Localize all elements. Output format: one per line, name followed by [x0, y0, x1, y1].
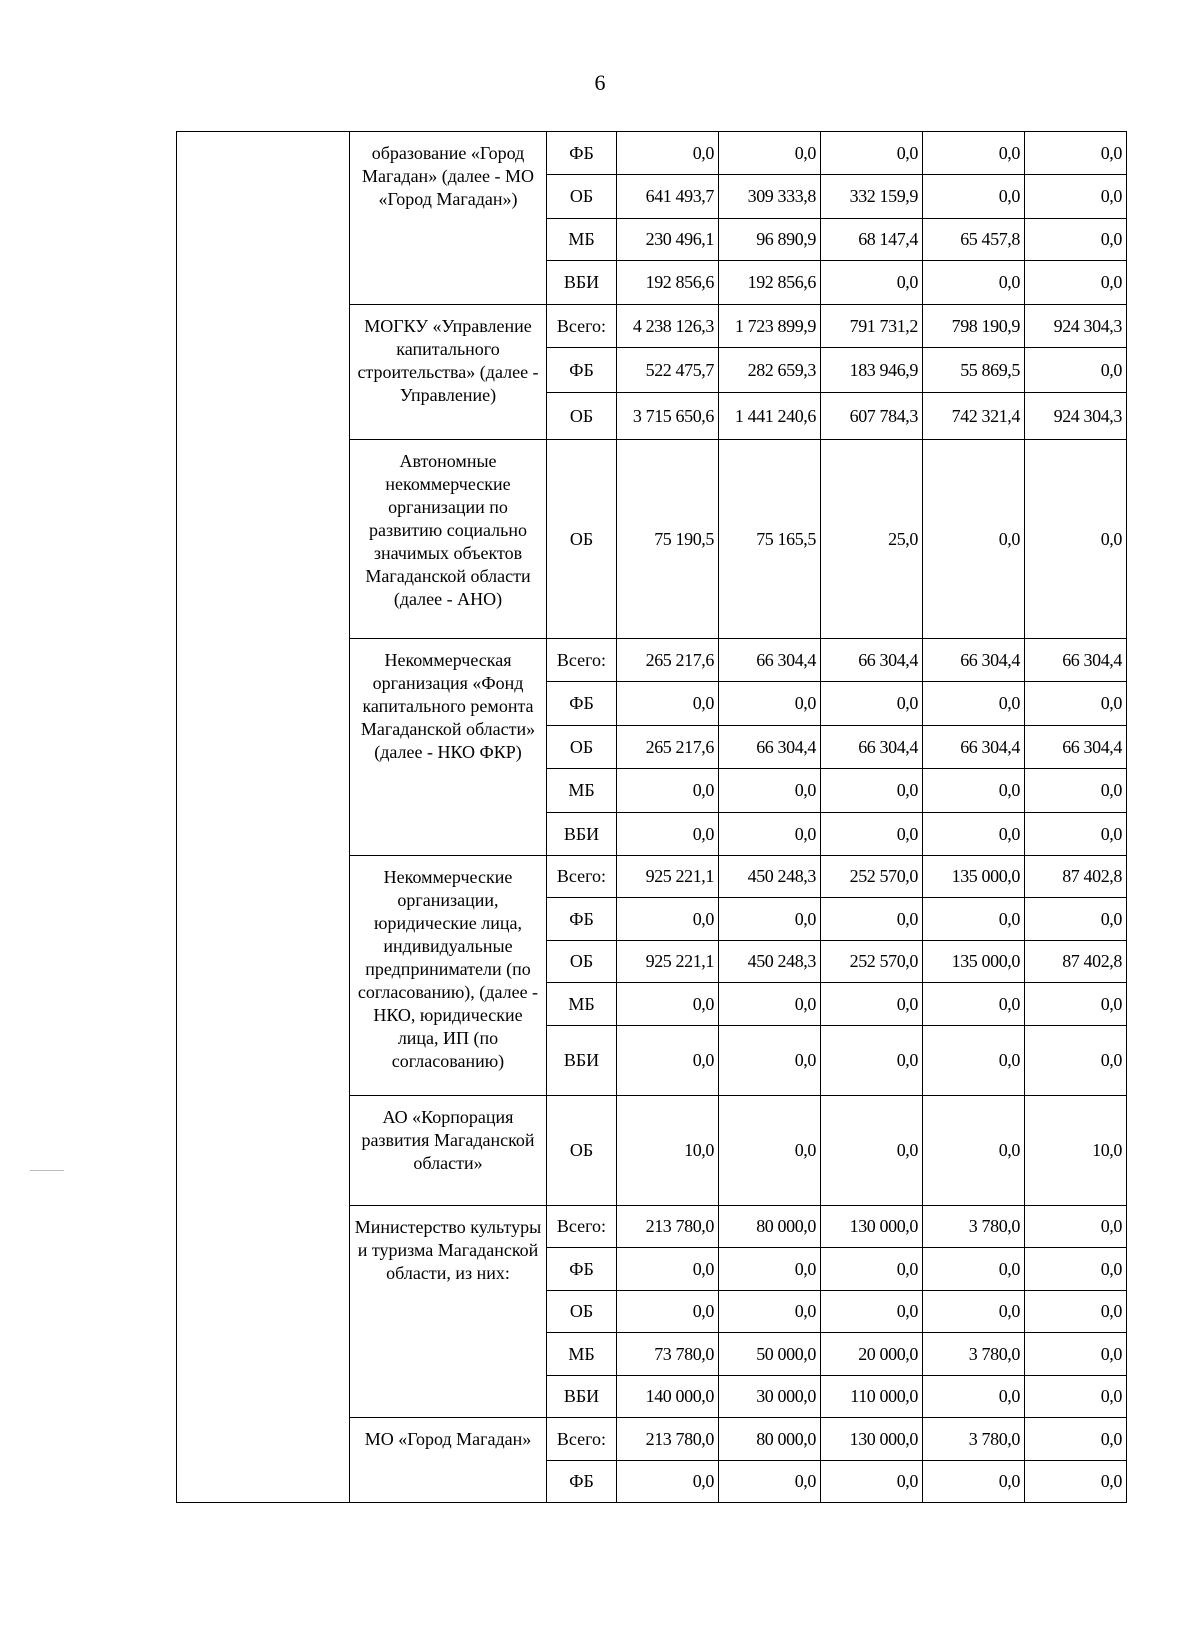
amount-cell: 192 856,6 [617, 261, 719, 305]
amount-cell: 924 304,3 [1025, 393, 1127, 440]
amount-cell: 0,0 [821, 1096, 923, 1206]
funding-source-cell: ОБ [547, 440, 617, 639]
amount-cell: 0,0 [1025, 1333, 1127, 1376]
amount-cell: 4 238 126,3 [617, 305, 719, 348]
amount-cell: 0,0 [923, 1461, 1025, 1503]
amount-cell: 0,0 [1025, 132, 1127, 175]
amount-cell: 0,0 [719, 813, 821, 856]
amount-cell: 66 304,4 [923, 639, 1025, 682]
amount-cell: 0,0 [923, 769, 1025, 813]
amount-cell: 140 000,0 [617, 1376, 719, 1418]
amount-cell: 0,0 [1025, 1026, 1127, 1096]
amount-cell: 0,0 [821, 1291, 923, 1333]
amount-cell: 925 221,1 [617, 941, 719, 983]
amount-cell: 0,0 [1025, 898, 1127, 941]
amount-cell: 0,0 [719, 898, 821, 941]
funding-source-cell: ФБ [547, 132, 617, 175]
amount-cell: 0,0 [1025, 261, 1127, 305]
amount-cell: 183 946,9 [821, 348, 923, 393]
amount-cell: 0,0 [821, 1026, 923, 1096]
amount-cell: 0,0 [923, 898, 1025, 941]
funding-source-cell: ФБ [547, 1248, 617, 1291]
funding-source-cell: Всего: [547, 1418, 617, 1461]
amount-cell: 252 570,0 [821, 856, 923, 898]
amount-cell: 30 000,0 [719, 1376, 821, 1418]
amount-cell: 192 856,6 [719, 261, 821, 305]
table-body [177, 132, 1127, 1503]
amount-cell: 0,0 [821, 983, 923, 1026]
amount-cell: 213 780,0 [617, 1418, 719, 1461]
amount-cell: 0,0 [821, 1461, 923, 1503]
amount-cell: 641 493,7 [617, 175, 719, 219]
amount-cell: 0,0 [1025, 348, 1127, 393]
amount-cell: 0,0 [1025, 219, 1127, 261]
funding-source-cell: ВБИ [547, 1376, 617, 1418]
amount-cell: 0,0 [923, 813, 1025, 856]
amount-cell: 0,0 [1025, 1461, 1127, 1503]
amount-cell: 0,0 [1025, 1248, 1127, 1291]
amount-cell: 66 304,4 [1025, 639, 1127, 682]
amount-cell: 0,0 [719, 769, 821, 813]
funding-source-cell: МБ [547, 769, 617, 813]
funding-source-cell: ВБИ [547, 261, 617, 305]
amount-cell: 252 570,0 [821, 941, 923, 983]
organization-cell: Автономные некоммерческие организации по развитию социально значимых объектов Магаданской области (далее - АНО) [350, 440, 547, 639]
amount-cell: 80 000,0 [719, 1418, 821, 1461]
amount-cell: 66 304,4 [719, 639, 821, 682]
amount-cell: 265 217,6 [617, 726, 719, 769]
amount-cell: 0,0 [1025, 1418, 1127, 1461]
amount-cell: 607 784,3 [821, 393, 923, 440]
amount-cell: 0,0 [1025, 983, 1127, 1026]
amount-cell: 50 000,0 [719, 1333, 821, 1376]
amount-cell: 0,0 [719, 132, 821, 175]
amount-cell: 3 715 650,6 [617, 393, 719, 440]
amount-cell: 213 780,0 [617, 1206, 719, 1248]
funding-source-cell: ФБ [547, 898, 617, 941]
amount-cell: 282 659,3 [719, 348, 821, 393]
amount-cell: 265 217,6 [617, 639, 719, 682]
amount-cell: 0,0 [821, 898, 923, 941]
funding-source-cell: Всего: [547, 305, 617, 348]
amount-cell: 0,0 [617, 1461, 719, 1503]
amount-cell: 96 890,9 [719, 219, 821, 261]
amount-cell: 0,0 [821, 769, 923, 813]
amount-cell: 0,0 [821, 261, 923, 305]
amount-cell: 3 780,0 [923, 1418, 1025, 1461]
amount-cell: 0,0 [923, 132, 1025, 175]
amount-cell: 135 000,0 [923, 941, 1025, 983]
amount-cell: 66 304,4 [821, 639, 923, 682]
amount-cell: 0,0 [617, 682, 719, 726]
amount-cell: 0,0 [923, 1026, 1025, 1096]
amount-cell: 3 780,0 [923, 1206, 1025, 1248]
funding-source-cell: ОБ [547, 1096, 617, 1206]
amount-cell: 0,0 [719, 1291, 821, 1333]
amount-cell: 25,0 [821, 440, 923, 639]
amount-cell: 925 221,1 [617, 856, 719, 898]
amount-cell: 0,0 [617, 1291, 719, 1333]
amount-cell: 10,0 [617, 1096, 719, 1206]
amount-cell: 0,0 [719, 682, 821, 726]
amount-cell: 450 248,3 [719, 941, 821, 983]
amount-cell: 66 304,4 [719, 726, 821, 769]
page-number: 6 [594, 70, 606, 95]
amount-cell: 75 190,5 [617, 440, 719, 639]
amount-cell: 0,0 [821, 1248, 923, 1291]
organization-cell: МОГКУ «Управление капитального строительства» (далее - Управление) [350, 305, 547, 440]
amount-cell: 0,0 [923, 440, 1025, 639]
funding-source-cell: Всего: [547, 1206, 617, 1248]
funding-source-cell: ОБ [547, 726, 617, 769]
funding-source-cell: ФБ [547, 348, 617, 393]
amount-cell: 66 304,4 [821, 726, 923, 769]
amount-cell: 55 869,5 [923, 348, 1025, 393]
amount-cell: 68 147,4 [821, 219, 923, 261]
funding-source-cell: МБ [547, 219, 617, 261]
amount-cell: 135 000,0 [923, 856, 1025, 898]
amount-cell: 110 000,0 [821, 1376, 923, 1418]
funding-source-cell: ОБ [547, 393, 617, 440]
amount-cell: 1 723 899,9 [719, 305, 821, 348]
amount-cell: 87 402,8 [1025, 856, 1127, 898]
amount-cell: 75 165,5 [719, 440, 821, 639]
amount-cell: 0,0 [821, 813, 923, 856]
funding-source-cell: ВБИ [547, 813, 617, 856]
funding-source-cell: ФБ [547, 682, 617, 726]
organization-cell: Министерство культуры и туризма Магаданской области, из них: [350, 1206, 547, 1418]
amount-cell: 0,0 [617, 769, 719, 813]
amount-cell: 230 496,1 [617, 219, 719, 261]
amount-cell: 0,0 [1025, 440, 1127, 639]
amount-cell: 0,0 [1025, 1206, 1127, 1248]
amount-cell: 0,0 [617, 1248, 719, 1291]
amount-cell: 130 000,0 [821, 1206, 923, 1248]
amount-cell: 80 000,0 [719, 1206, 821, 1248]
amount-cell: 332 159,9 [821, 175, 923, 219]
amount-cell: 742 321,4 [923, 393, 1025, 440]
amount-cell: 450 248,3 [719, 856, 821, 898]
funding-source-cell: ОБ [547, 175, 617, 219]
funding-source-cell: ФБ [547, 1461, 617, 1503]
scan-mark [30, 1170, 64, 1171]
amount-cell: 791 731,2 [821, 305, 923, 348]
amount-cell: 66 304,4 [1025, 726, 1127, 769]
amount-cell: 0,0 [1025, 769, 1127, 813]
amount-cell: 0,0 [719, 1248, 821, 1291]
amount-cell: 1 441 240,6 [719, 393, 821, 440]
amount-cell: 0,0 [719, 1461, 821, 1503]
amount-cell: 0,0 [1025, 175, 1127, 219]
amount-cell: 0,0 [617, 132, 719, 175]
amount-cell: 0,0 [923, 983, 1025, 1026]
amount-cell: 522 475,7 [617, 348, 719, 393]
budget-table [176, 131, 1127, 1503]
organization-cell: Некоммерческие организации, юридические лица, индивидуальные предприниматели (по согласованию), (далее - НКО, юридические лица, ИП (по согласованию) [350, 856, 547, 1096]
amount-cell: 130 000,0 [821, 1418, 923, 1461]
amount-cell: 65 457,8 [923, 219, 1025, 261]
amount-cell: 0,0 [923, 1248, 1025, 1291]
amount-cell: 0,0 [1025, 1291, 1127, 1333]
organization-cell: МО «Город Магадан» [350, 1418, 547, 1503]
amount-cell: 0,0 [923, 175, 1025, 219]
funding-source-cell: МБ [547, 1333, 617, 1376]
amount-cell: 798 190,9 [923, 305, 1025, 348]
amount-cell: 0,0 [923, 682, 1025, 726]
organization-cell: образование «Город Магадан» (далее - МО «Город Магадан») [350, 132, 547, 305]
amount-cell: 0,0 [617, 1026, 719, 1096]
organization-cell: АО «Корпорация развития Магаданской области» [350, 1096, 547, 1206]
table-row [177, 132, 1127, 175]
amount-cell: 0,0 [719, 983, 821, 1026]
amount-cell: 0,0 [617, 813, 719, 856]
amount-cell: 0,0 [617, 898, 719, 941]
amount-cell: 0,0 [719, 1026, 821, 1096]
amount-cell: 10,0 [1025, 1096, 1127, 1206]
amount-cell: 0,0 [923, 1376, 1025, 1418]
amount-cell: 0,0 [719, 1096, 821, 1206]
amount-cell: 0,0 [923, 261, 1025, 305]
amount-cell: 0,0 [821, 132, 923, 175]
amount-cell: 0,0 [1025, 1376, 1127, 1418]
amount-cell: 0,0 [923, 1291, 1025, 1333]
amount-cell: 66 304,4 [923, 726, 1025, 769]
amount-cell: 87 402,8 [1025, 941, 1127, 983]
amount-cell: 0,0 [923, 1096, 1025, 1206]
funding-source-cell: МБ [547, 983, 617, 1026]
amount-cell: 73 780,0 [617, 1333, 719, 1376]
amount-cell: 0,0 [1025, 682, 1127, 726]
amount-cell: 0,0 [1025, 813, 1127, 856]
amount-cell: 3 780,0 [923, 1333, 1025, 1376]
amount-cell: 0,0 [821, 682, 923, 726]
amount-cell: 924 304,3 [1025, 305, 1127, 348]
amount-cell: 20 000,0 [821, 1333, 923, 1376]
funding-source-cell: ОБ [547, 1291, 617, 1333]
organization-cell: Некоммерческая организация «Фонд капитального ремонта Магаданской области» (далее - НКО ФКР) [350, 639, 547, 856]
amount-cell: 0,0 [617, 983, 719, 1026]
empty-column-cell [177, 132, 350, 1503]
funding-source-cell: ОБ [547, 941, 617, 983]
funding-source-cell: Всего: [547, 639, 617, 682]
amount-cell: 309 333,8 [719, 175, 821, 219]
funding-source-cell: ВБИ [547, 1026, 617, 1096]
funding-source-cell: Всего: [547, 856, 617, 898]
